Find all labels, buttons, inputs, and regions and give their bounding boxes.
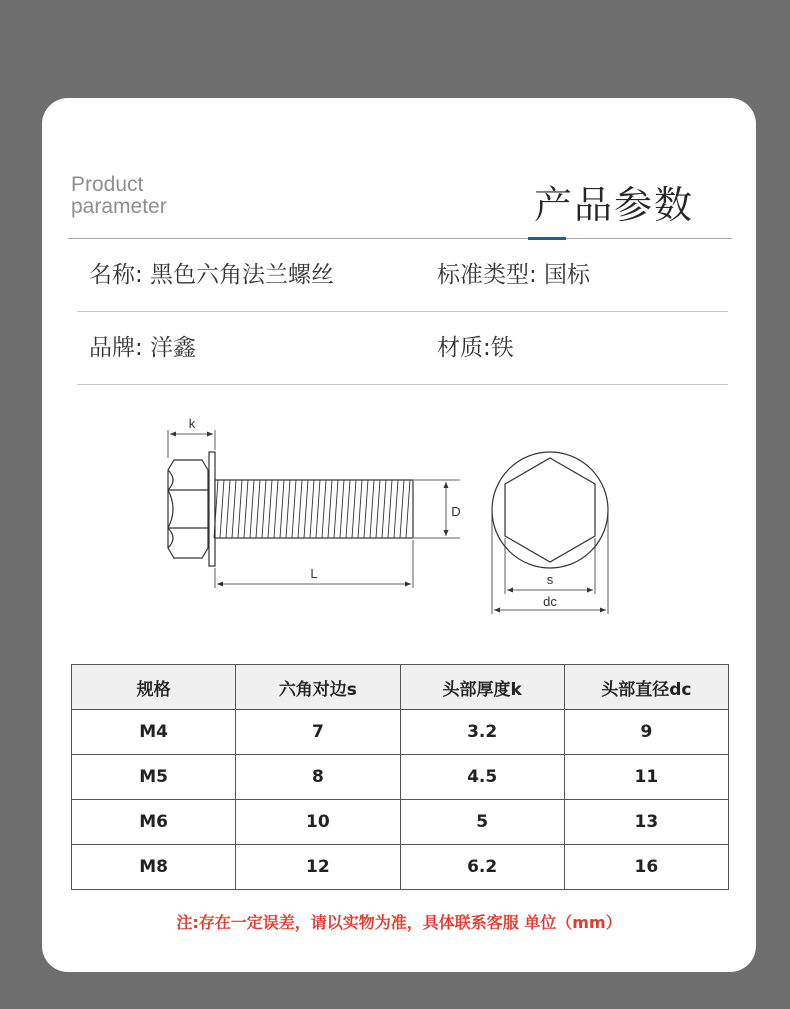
dim-label-D: D xyxy=(451,504,461,519)
dim-label-L: L xyxy=(310,566,318,581)
cell-head-thickness: 3.2 xyxy=(400,710,564,755)
table-row xyxy=(72,800,729,845)
title-cn: 产品参数 xyxy=(533,183,694,227)
bolt-head-side xyxy=(168,460,208,558)
title-en xyxy=(71,174,167,218)
table-row xyxy=(72,710,729,755)
dim-label-k: k xyxy=(188,416,196,431)
dim-label-s: s xyxy=(546,572,554,587)
cell-head-thickness: 6.2 xyxy=(400,845,564,890)
cell-head-diameter: 9 xyxy=(564,710,728,755)
disclaimer-note: 注:存在一定误差，请以实物为准，具体联系客服 单位（mm） xyxy=(176,913,622,932)
table-header-row xyxy=(72,665,729,710)
info-brand: 品牌: 洋鑫 xyxy=(89,335,197,361)
cell-head-diameter: 13 xyxy=(564,800,728,845)
cell-head-thickness: 5 xyxy=(400,800,564,845)
cell-hex-width: 7 xyxy=(236,710,400,755)
title-en-line2: parameter xyxy=(71,195,167,218)
cell-spec: M6 xyxy=(72,800,236,845)
cell-spec: M5 xyxy=(72,755,236,800)
cell-hex-width: 12 xyxy=(236,845,400,890)
cell-head-thickness: 4.5 xyxy=(400,755,564,800)
cell-hex-width: 8 xyxy=(236,755,400,800)
info-row-2 xyxy=(77,312,728,385)
header-spec: 规格 xyxy=(72,665,236,710)
cell-spec: M8 xyxy=(72,845,236,890)
info-material: 材质:铁 xyxy=(437,335,514,361)
dim-label-dc: dc xyxy=(543,594,557,609)
table-row xyxy=(72,755,729,800)
header-head-diameter: 头部直径dc xyxy=(564,665,728,710)
title-en-line1: Product xyxy=(71,173,144,196)
header-hex-width: 六角对边s xyxy=(236,665,400,710)
header-head-thickness: 头部厚度k xyxy=(400,665,564,710)
cell-spec: M4 xyxy=(72,710,236,755)
bolt-diagram xyxy=(120,408,680,618)
cell-head-diameter: 16 xyxy=(564,845,728,890)
info-row-1 xyxy=(77,239,728,312)
info-name: 名称: 黑色六角法兰螺丝 xyxy=(89,262,335,288)
cell-head-diameter: 11 xyxy=(564,755,728,800)
table-row xyxy=(72,845,729,890)
info-standard: 标准类型: 国标 xyxy=(437,262,591,288)
parameter-card xyxy=(42,98,756,972)
spec-table xyxy=(71,664,729,890)
cell-hex-width: 10 xyxy=(236,800,400,845)
bolt-flange xyxy=(209,452,215,566)
